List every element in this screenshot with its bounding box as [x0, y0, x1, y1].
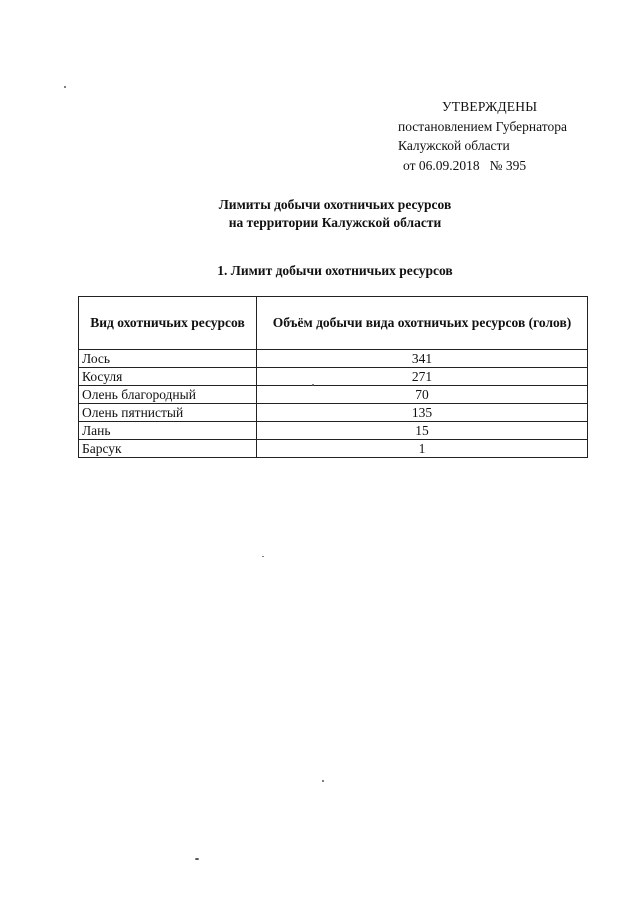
table-row: [79, 404, 588, 422]
section-heading: 1. Лимит добычи охотничьих ресурсов: [217, 263, 453, 278]
document-title: [180, 196, 490, 232]
volume-cell: 135: [257, 404, 588, 422]
limits-table: [78, 296, 588, 458]
volume-cell: 1: [257, 440, 588, 458]
species-cell: Лось: [79, 350, 257, 368]
approval-number: № 395: [489, 157, 527, 173]
scan-speck: [262, 556, 264, 557]
table-row: [79, 386, 588, 404]
approval-block: [398, 97, 598, 175]
species-cell: Барсук: [79, 440, 257, 458]
species-cell: Олень благородный: [79, 386, 257, 404]
approval-date: от 06.09.2018: [403, 157, 480, 173]
table-row: [79, 350, 588, 368]
header-species: Вид охотничьих ресурсов: [79, 297, 257, 350]
document-title-line-1: Лимиты добычи охотничьих ресурсов: [218, 197, 452, 212]
species-cell: Косуля: [79, 368, 257, 386]
table-row: [79, 440, 588, 458]
approval-dateline: [398, 156, 598, 176]
approval-line-decree: постановлением Губернатора: [398, 118, 567, 134]
species-cell: Лань: [79, 422, 257, 440]
document-title-line-2: на территории Калужской области: [228, 215, 442, 230]
volume-cell: 271: [257, 368, 588, 386]
species-cell: Олень пятнистый: [79, 404, 257, 422]
volume-cell: 341: [257, 350, 588, 368]
volume-cell: 70: [257, 386, 588, 404]
approval-line-region: Калужской области: [398, 138, 510, 153]
header-volume: Объём добычи вида охотничьих ресурсов (голов): [257, 297, 588, 350]
table-row: [79, 422, 588, 440]
scan-speck: [312, 384, 314, 386]
scan-speck: [195, 858, 199, 860]
scan-speck: [64, 86, 66, 88]
table-header-row: [79, 297, 588, 350]
scan-speck: [322, 780, 324, 782]
table-row: [79, 368, 588, 386]
volume-cell: 15: [257, 422, 588, 440]
approval-heading: УТВЕРЖДЕНЫ: [442, 99, 538, 114]
